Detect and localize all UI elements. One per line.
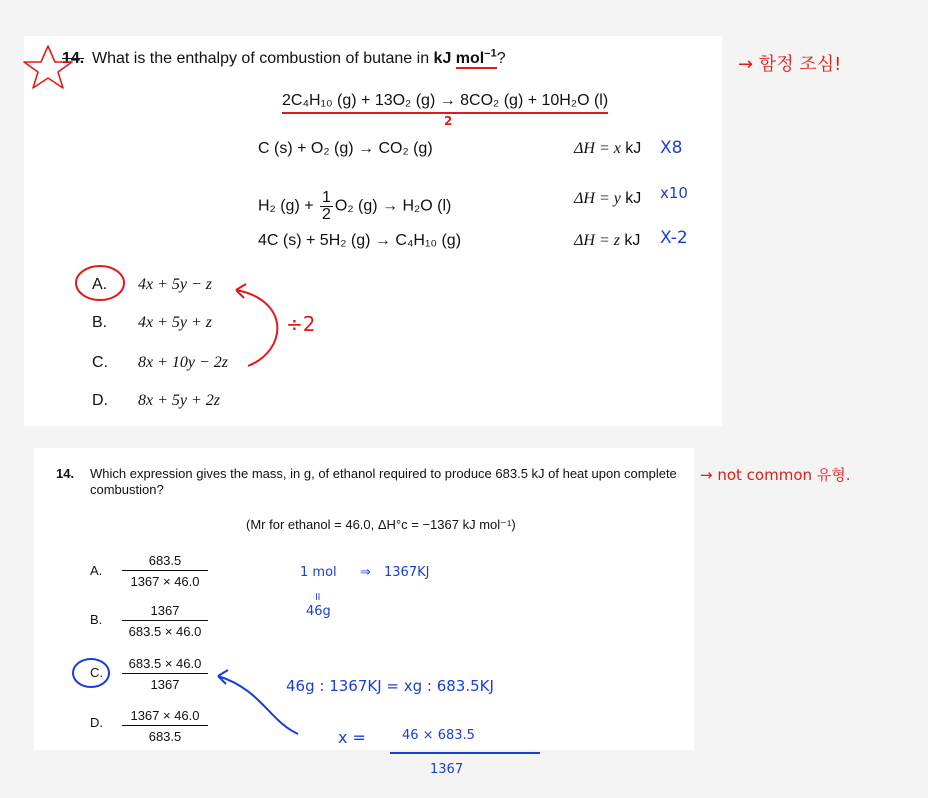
note-equals-mark: ॥ <box>314 590 321 603</box>
enthalpy-variable: x <box>613 140 621 157</box>
delta-h-label: ΔH = <box>574 190 614 207</box>
butane-combustion-equation: 2C₄H₁₀ (g) + 13O₂ (g) → 8CO₂ (g) + 10H₂O (l) <box>282 92 608 114</box>
implies-arrow: ⇒ <box>360 565 371 580</box>
fraction-denominator: 683.5 <box>148 729 182 744</box>
question-number-2: 14. <box>56 466 75 481</box>
option-c-text[interactable]: 8x + 10y − 2z <box>138 354 229 371</box>
option-d-letter[interactable]: D. <box>92 392 108 409</box>
enthalpy-variable: z <box>613 232 620 249</box>
enthalpy-unit: kJ <box>620 140 642 157</box>
eq2-left: H₂ (g) + <box>258 197 318 215</box>
option-c-letter[interactable]: C. <box>92 354 108 371</box>
note-46g: 46g <box>306 604 331 619</box>
option-d-text[interactable]: 8x + 5y + 2z <box>138 392 221 409</box>
option-b-letter-2[interactable]: B. <box>90 612 103 627</box>
delta-h-label: ΔH = <box>574 140 614 157</box>
option-d-letter-2[interactable]: D. <box>90 715 103 730</box>
delta-h-label: ΔH = <box>574 232 614 249</box>
butane-formation-equation: 4C (s) + 5H₂ (g) → C₄H₁₀ (g) <box>258 232 462 249</box>
note-x-equals: x = <box>338 728 366 747</box>
note-one-mol: 1 mol <box>300 565 337 580</box>
note-calc-denominator: 1367 <box>430 762 464 777</box>
option-a-letter[interactable]: A. <box>92 276 108 293</box>
carbon-combustion-equation: C (s) + O₂ (g) → CO₂ (g) <box>258 140 433 157</box>
star-icon <box>24 46 72 88</box>
note-proportion: 46g : 1367KJ = xg : 683.5KJ <box>286 677 494 695</box>
question-text-2: Which expression gives the mass, in g, of ethanol required to produce 683.5 kJ of heat upon complete combustion? <box>90 466 677 497</box>
option-a-letter-2[interactable]: A. <box>90 563 103 578</box>
fraction-numerator: 1367 <box>122 603 208 621</box>
unit-kj: kJ <box>433 50 452 67</box>
enthalpy-variable: y <box>613 190 621 207</box>
fraction-numerator: 683.5 × 46.0 <box>122 656 208 674</box>
note-calc-numerator: 46 × 683.5 <box>402 728 475 743</box>
fraction-denominator: 683.5 × 46.0 <box>128 624 202 639</box>
curved-arrow-icon <box>218 670 298 734</box>
given-data: (Mr for ethanol = 46.0, ΔH°c = −1367 kJ mol⁻¹) <box>246 517 516 532</box>
fraction-denominator: 2 <box>322 206 331 223</box>
circle-mark-icon <box>76 266 124 300</box>
enthalpy-unit: kJ <box>620 190 642 207</box>
curved-arrow-icon <box>236 284 277 366</box>
fraction-numerator: 1367 × 46.0 <box>122 708 208 726</box>
option-b-letter[interactable]: B. <box>92 314 108 331</box>
divide-by-two-note: ÷2 <box>286 312 316 336</box>
option-b-text[interactable]: 4x + 5y + z <box>138 314 213 331</box>
circle-mark-icon <box>73 659 109 687</box>
fraction-numerator: 683.5 <box>122 553 208 571</box>
multiplier-minus2: X-2 <box>660 228 688 248</box>
unit-exponent: –1 <box>484 47 497 60</box>
multiplier-x8: X8 <box>660 138 683 158</box>
question-mark: ? <box>496 50 506 67</box>
eq2-right: O₂ (g) → H₂O (l) <box>334 197 452 215</box>
fraction-denominator: 1367 × 46.0 <box>130 574 200 589</box>
fraction-numerator: 1 <box>322 189 331 206</box>
note-1367kj: 1367KJ <box>384 565 430 580</box>
option-a-text[interactable]: 4x + 5y − z <box>138 276 213 293</box>
multiplier-x10: x10 <box>660 184 688 202</box>
note-trap-warning: → 함정 조심! <box>738 54 842 75</box>
enthalpy-unit: kJ <box>619 232 641 249</box>
unit-mol-text: mol <box>455 50 485 67</box>
question-number: 14. <box>62 50 85 67</box>
coefficient-note: 2 <box>444 114 453 128</box>
question-text-part: What is the enthalpy of combustion of butane in <box>92 50 434 67</box>
note-not-common: → not common 유형. <box>700 466 851 484</box>
fraction-denominator: 1367 <box>150 677 180 692</box>
option-c-letter-2[interactable]: C. <box>90 665 103 680</box>
